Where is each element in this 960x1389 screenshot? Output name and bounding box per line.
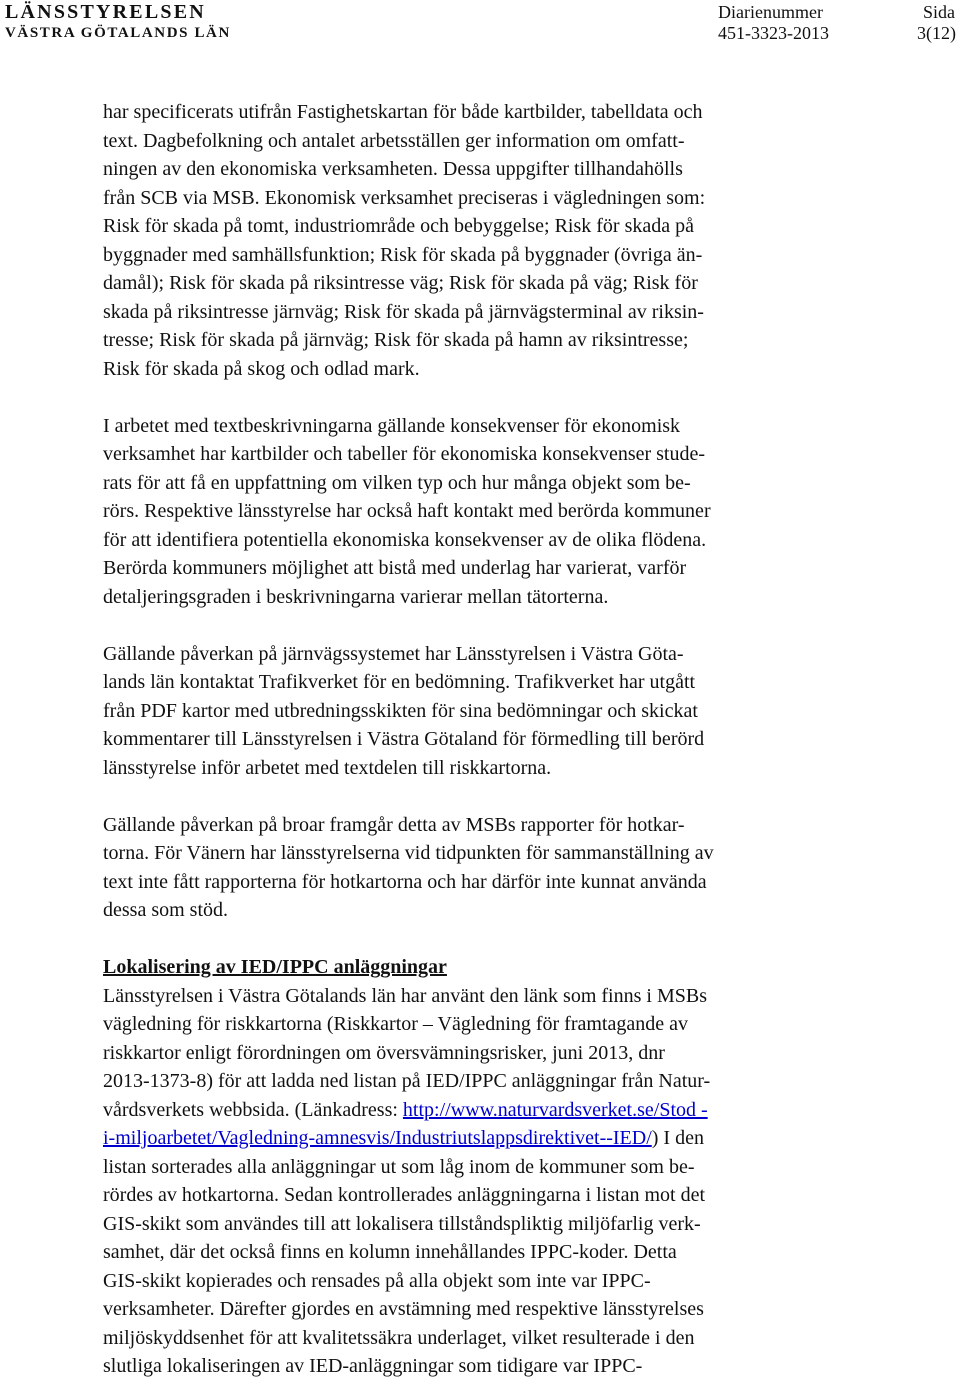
text-line: rörs. Respektive länsstyrelse har också haft kontakt med berörda kommuner (103, 500, 711, 522)
naturvardsverket-link-continued[interactable]: i-miljoarbetet/Vagledning-amnesvis/Industriutslappsdirektivet--IED/ (103, 1127, 652, 1149)
paragraph-text-descriptions (103, 412, 823, 612)
text-line: 2013-1373-8) för att ladda ned listan på IED/IPPC anläggningar från Natur- (103, 1070, 711, 1092)
diarienummer-label: Diarienummer (718, 2, 823, 22)
document-body (103, 98, 823, 1381)
text-line: kommentarer till Länsstyrelsen i Västra Götaland för förmedling till berörd (103, 728, 705, 750)
paragraph-ied-ippc (103, 982, 823, 1381)
text-line: skada på riksintresse järnväg; Risk för skada på järnvägsterminal av riksin- (103, 300, 704, 323)
text-line: samhet, där det också finns en kolumn innehållandes IPPC-koder. Detta (103, 1241, 677, 1263)
diarienummer-value: 451-3323-2013 (718, 23, 829, 43)
text-line: riskkartor enligt förordningen om översvämningsrisker, juni 2013, dnr (103, 1041, 665, 1064)
text-line: byggnader med samhällsfunktion; Risk för skada på byggnader (övriga än- (103, 243, 703, 266)
text-line: detaljeringsgraden i beskrivningarna varierar mellan tätorterna. (103, 585, 609, 608)
text-line: Länsstyrelsen i Västra Götalands län har använt den länk som finns i MSBs (103, 984, 707, 1007)
page-number: 3(12) (917, 23, 956, 43)
page-header (0, 0, 960, 50)
text-line: listan sorterades alla anläggningar ut som låg inom de kommuner som be- (103, 1155, 695, 1178)
text-line: verksamhet har kartbilder och tabeller för ekonomiska konsekvenser stude- (103, 443, 706, 465)
organization-name: LÄNSSTYRELSEN (5, 1, 206, 23)
link-suffix-text: ) I den (651, 1127, 704, 1149)
text-line: rördes av hotkartorna. Sedan kontrollerades anläggningarna i listan mot det (103, 1184, 706, 1206)
paragraph-railway (103, 640, 823, 783)
text-line: text. Dagbefolkning och antalet arbetsställen ger information om omfatt- (103, 129, 685, 152)
text-line: ningen av den ekonomiska verksamheten. Dessa uppgifter tillhandahölls (103, 158, 683, 180)
paragraph-economic-activity (103, 98, 823, 383)
text-line (103, 1124, 823, 1153)
text-line: damål); Risk för skada på riksintresse väg; Risk för skada på väg; Risk för (103, 272, 698, 294)
text-line: rats för att få en uppfattning om vilken typ och hur många objekt som be- (103, 471, 691, 494)
text-line: slutliga lokaliseringen av IED-anläggningar som tidigare var IPPC- (103, 1355, 643, 1377)
paragraph-bridges (103, 811, 823, 925)
naturvardsverket-link[interactable]: http://www.naturvardsverket.se/Stod - (402, 1098, 708, 1121)
text-line: Risk för skada på tomt, industriområde och bebyggelse; Risk för skada på (103, 215, 694, 237)
text-line: Gällande påverkan på broar framgår detta av MSBs rapporter för hotkar- (103, 813, 685, 836)
text-line: lands län kontaktat Trafikverket för en bedömning. Trafikverket har utgått (103, 671, 696, 693)
text-line: från SCB via MSB. Ekonomisk verksamhet preciseras i vägledningen som: (103, 186, 706, 209)
text-line: Risk för skada på skog och odlad mark. (103, 357, 420, 380)
text-line: för att identifiera potentiella ekonomiska konsekvenser av de olika flödena. (103, 528, 707, 551)
section-heading: Lokalisering av IED/IPPC anläggningar (103, 955, 447, 978)
link-prefix-text: vårdsverkets webbsida. (Länkadress: (103, 1098, 403, 1121)
text-line: I arbetet med textbeskrivningarna gällande konsekvenser för ekonomisk (103, 414, 681, 437)
text-line: Berörda kommuners möjlighet att bistå med underlag har varierat, varför (103, 557, 687, 579)
organization-region: VÄSTRA GÖTALANDS LÄN (5, 25, 231, 41)
text-line: GIS-skikt som användes till att lokalisera tillståndspliktig miljöfarlig verk- (103, 1212, 701, 1235)
page-label: Sida (923, 2, 956, 22)
text-line: miljöskyddsenhet för att kvalitetssäkra underlaget, vilket resulterade i den (103, 1326, 695, 1349)
text-line: har specificerats utifrån Fastighetskartan för både kartbilder, tabelldata och (103, 101, 703, 123)
text-line: GIS-skikt kopierades och rensades på alla objekt som inte var IPPC- (103, 1269, 651, 1292)
text-line: länsstyrelse inför arbetet med textdelen till riskkartorna. (103, 756, 552, 779)
text-line: text inte fått rapporterna för hotkartorna och har därför inte kunnat använda (103, 870, 707, 893)
text-line: Gällande påverkan på järnvägssystemet har Länsstyrelsen i Västra Göta- (103, 642, 684, 665)
text-line: tresse; Risk för skada på järnväg; Risk för skada på hamn av riksintresse; (103, 329, 689, 351)
text-line (103, 1096, 823, 1125)
text-line: från PDF kartor med utbredningsskikten för sina bedömningar och skickat (103, 699, 698, 722)
text-line: dessa som stöd. (103, 899, 228, 921)
text-line: vägledning för riskkartorna (Riskkartor – Vägledning för framtagande av (103, 1013, 688, 1035)
text-line: torna. För Vänern har länsstyrelserna vid tidpunkten för sammanställning av (103, 842, 714, 864)
text-line: verksamheter. Därefter gjordes en avstämning med respektive länsstyrelses (103, 1298, 704, 1320)
